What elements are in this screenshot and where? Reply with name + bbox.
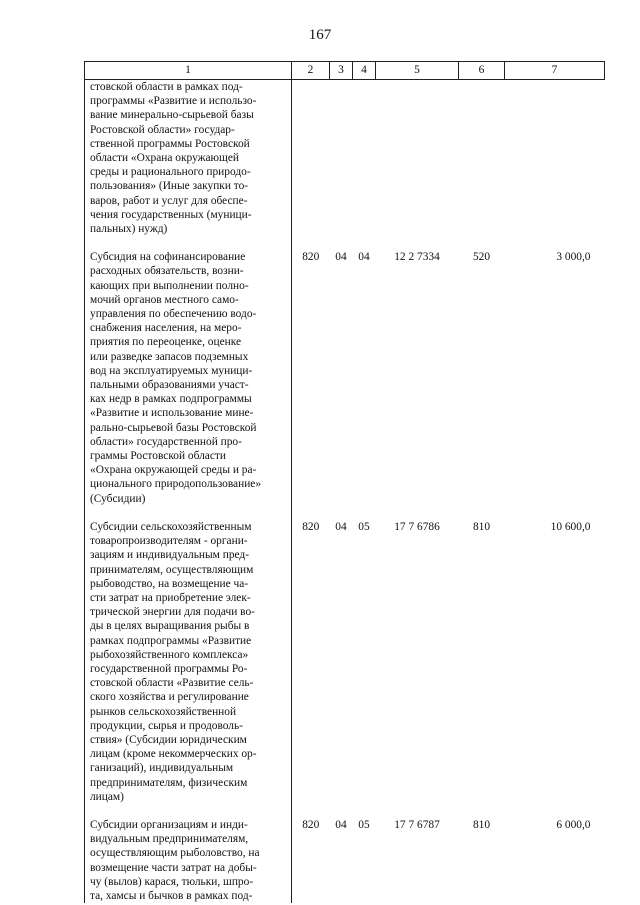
page-number: 167 xyxy=(308,27,332,43)
column-header: 5 xyxy=(376,62,459,80)
target-article-cell xyxy=(376,80,459,237)
description-line: лицам (кроме некоммерческих ор- xyxy=(90,748,257,761)
description-line: области «Охрана окружающей xyxy=(90,152,239,165)
target-article-cell: 17 7 6787 xyxy=(394,818,440,831)
expense-type-cell: 520 xyxy=(472,251,491,264)
section-code-cell xyxy=(330,80,353,237)
description-line: ционального природопользование» xyxy=(90,478,262,491)
description-line: государственной программы Ро- xyxy=(90,662,248,675)
column-header: 6 xyxy=(459,62,505,80)
row-description xyxy=(85,818,292,903)
description-line: пользования» (Иные закупки то- xyxy=(90,180,249,193)
description-line: или разведке запасов подземных xyxy=(90,350,249,363)
target-article-cell: 17 7 6786 xyxy=(394,520,440,533)
description-line: управления по обеспечению водо- xyxy=(90,308,257,321)
description-line: принимателям, осуществляющим xyxy=(90,563,254,576)
expense-type-cell: 810 xyxy=(472,520,491,533)
table-row xyxy=(85,520,605,804)
row-description xyxy=(85,250,292,506)
row-description xyxy=(85,520,292,804)
description-line: стовской области «Развитие сель- xyxy=(90,677,254,690)
ministry-code-cell: 820 xyxy=(302,818,320,831)
expense-type-cell: 810 xyxy=(472,818,491,831)
budget-table xyxy=(84,61,605,903)
subsection-code-cell: 05 xyxy=(358,818,370,831)
description-line: ганизаций), индивидуальным xyxy=(90,762,234,775)
description-line: (Субсидии) xyxy=(90,492,146,505)
row-spacer xyxy=(85,804,605,818)
description-line: пальных) нужд) xyxy=(90,223,168,236)
description-line: рально-сырьевой базы Ростовской xyxy=(90,421,257,434)
description-line: среды и рационального природо- xyxy=(90,166,251,179)
description-line: товаропроизводителям - органи- xyxy=(90,535,248,548)
ministry-code-cell: 820 xyxy=(302,520,320,533)
description-line: расходных обязательств, возни- xyxy=(90,265,244,278)
table-body xyxy=(85,80,605,904)
description-line: ского хозяйства и регулирование xyxy=(90,691,249,704)
row-description xyxy=(85,80,292,237)
amount-cell xyxy=(505,80,605,237)
row-spacer xyxy=(85,236,605,250)
column-header: 2 xyxy=(292,62,330,80)
table-row xyxy=(85,818,605,903)
description-line: осуществляющим рыболовство, на xyxy=(90,847,260,860)
section-code-cell: 04 xyxy=(335,251,347,264)
column-number-row xyxy=(85,62,605,80)
description-line: видуальным предпринимателям, xyxy=(90,833,249,846)
description-line: рыбоводство, на возмещение ча- xyxy=(90,577,249,590)
description-line: программы «Развитие и использо- xyxy=(90,95,257,108)
amount-cell: 3 000,0 xyxy=(556,251,591,264)
description-line: Ростовской области» государ- xyxy=(90,123,235,136)
description-line: кающих при выполнении полно- xyxy=(90,279,249,292)
column-header: 4 xyxy=(353,62,376,80)
description-line: чения государственных (муници- xyxy=(90,208,252,221)
amount-cell: 6 000,0 xyxy=(556,818,591,831)
expense-type-cell xyxy=(459,80,505,237)
subsection-code-cell: 05 xyxy=(358,520,370,533)
table-row xyxy=(85,250,605,506)
amount-cell: 10 600,0 xyxy=(550,520,591,533)
column-header: 1 xyxy=(85,62,292,80)
description-line: вание минерально-сырьевой базы xyxy=(90,109,254,122)
description-line: пальными образованиями участ- xyxy=(90,379,249,392)
description-line: вод на эксплуатируемых муници- xyxy=(90,364,253,377)
column-header: 3 xyxy=(330,62,353,80)
description-line: «Развитие и использование мине- xyxy=(90,407,254,420)
column-header: 7 xyxy=(505,62,605,80)
description-line: ды в целях выращивания рыбы в xyxy=(90,620,250,633)
description-line: рыбохозяйственного комплекса» xyxy=(90,648,249,661)
description-line: лицам) xyxy=(90,790,124,803)
description-line: трической энергии для подачи во- xyxy=(90,606,255,619)
section-code-cell: 04 xyxy=(335,818,347,831)
subsection-code-cell xyxy=(353,80,376,237)
description-line: снабжения населения, на меро- xyxy=(90,322,242,335)
row-spacer xyxy=(85,506,605,520)
description-line: Субсидии сельскохозяйственным xyxy=(90,520,252,533)
description-line: стовской области в рамках под- xyxy=(90,81,243,93)
description-line: Субсидия на софинансирование xyxy=(90,251,246,264)
description-line: та, хамсы и бычков в рамках под- xyxy=(90,889,253,902)
description-line: мочий органов местного само- xyxy=(90,293,239,306)
description-line: зациям и индивидуальным пред- xyxy=(90,549,250,562)
subsection-code-cell: 04 xyxy=(358,251,370,264)
description-line: ственной программы Ростовской xyxy=(90,137,250,150)
description-line: рамках подпрограммы «Развитие xyxy=(90,634,252,647)
description-line: ствия» (Субсидии юридическим xyxy=(90,733,247,746)
ministry-code-cell xyxy=(292,80,330,237)
description-line: ках недр в рамках подпрограммы xyxy=(90,393,252,406)
description-line: граммы Ростовской области xyxy=(90,450,226,463)
ministry-code-cell: 820 xyxy=(302,251,320,264)
description-line: продукции, сырья и продоволь- xyxy=(90,719,243,732)
description-line: предпринимателям, физическим xyxy=(90,776,248,789)
description-line: рынков сельскохозяйственной xyxy=(90,705,237,718)
description-line: чу (вылов) карася, тюльки, шпро- xyxy=(90,875,254,888)
section-code-cell: 04 xyxy=(335,520,347,533)
description-line: Субсидии организациям и инди- xyxy=(90,818,248,831)
description-line: приятия по переоценке, оценке xyxy=(90,336,242,349)
description-line: варов, работ и услуг для обеспе- xyxy=(90,194,248,207)
description-line: сти затрат на приобретение элек- xyxy=(90,591,251,604)
table-row xyxy=(85,80,605,237)
description-line: возмещение части затрат на добы- xyxy=(90,861,257,874)
target-article-cell: 12 2 7334 xyxy=(394,251,440,264)
description-line: «Охрана окружающей среды и ра- xyxy=(90,464,257,477)
description-line: области» государственной про- xyxy=(90,435,242,448)
